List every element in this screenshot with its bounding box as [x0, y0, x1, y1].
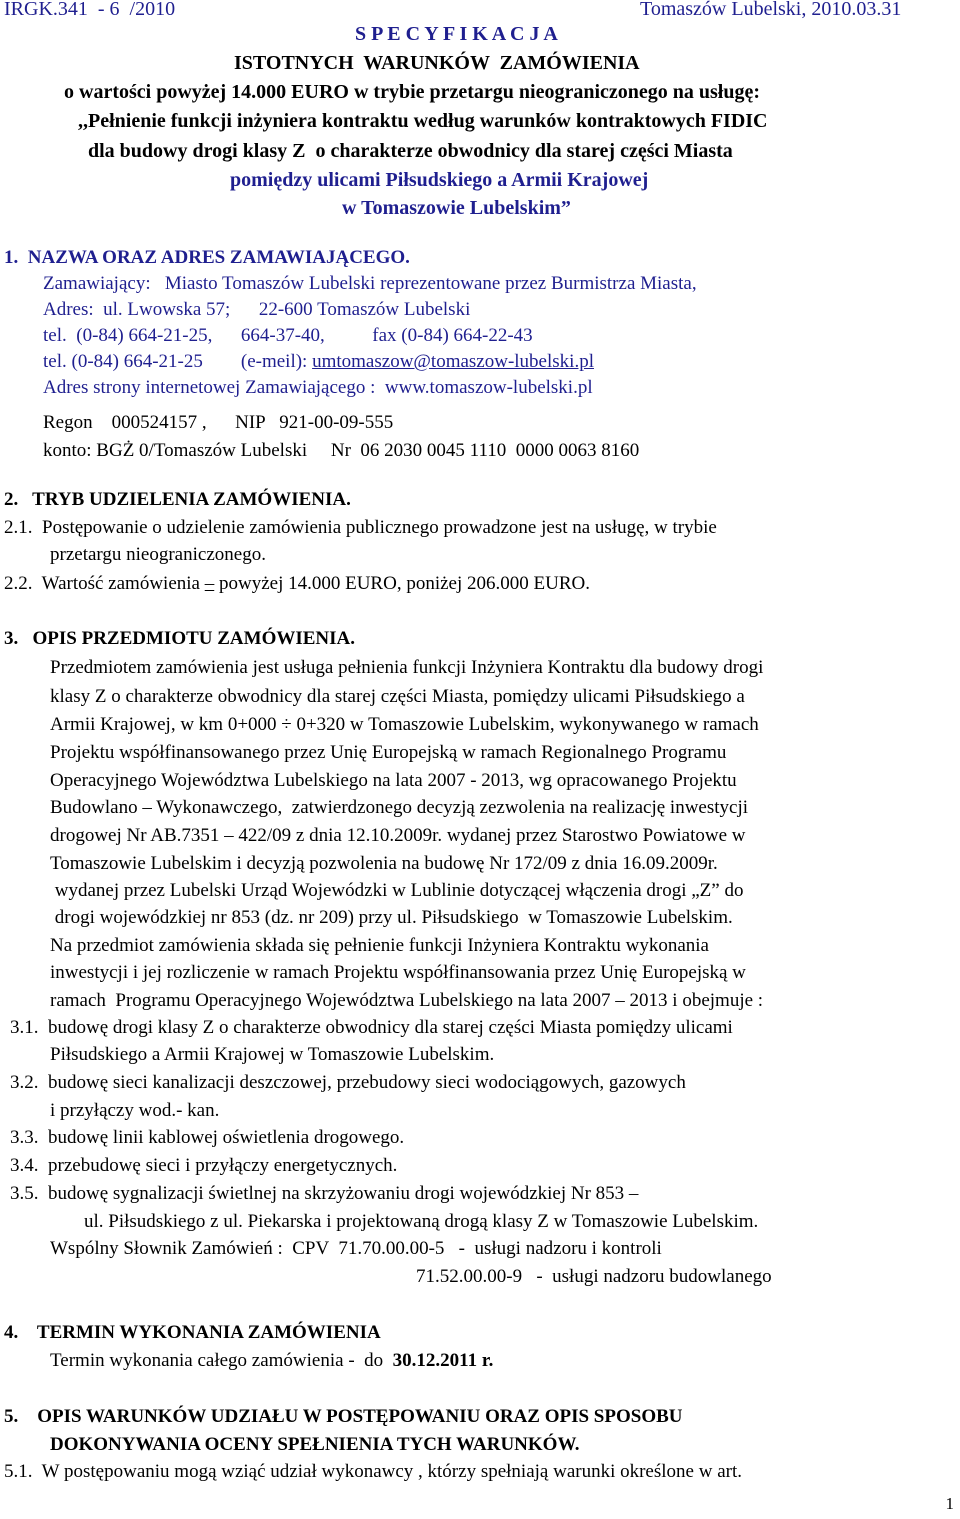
item-2-2-suffix: powyżej 14.000 EURO, poniżej 206.000 EURO. [214, 573, 590, 594]
item-2-1-cont: przetargu nieograniczonego. [50, 544, 266, 565]
item-2-2-prefix: 2.2. Wartość zamówienia [4, 573, 205, 594]
title-subject-line2: dla budowy drogi klasy Z o charakterze obwodnicy dla starej części Miasta [88, 140, 733, 162]
section-5-heading: 5. OPIS WARUNKÓW UDZIAŁU W POSTĘPOWANIU ORAZ OPIS SPOSOBU [4, 1406, 683, 1427]
title-value-line: o wartości powyżej 14.000 EURO w trybie przetargu nieograniczonego na usługę: [64, 81, 761, 103]
title-subject-line4: w Tomaszowie Lubelskim” [342, 197, 571, 219]
regon-nip: Regon 000524157 , NIP 921-00-09-555 [43, 412, 394, 433]
para-line-4: Projektu współfinansowanego przez Unię Europejską w ramach Regionalnego Programu [50, 742, 727, 763]
para-line-9: wydanej przez Lubelski Urząd Wojewódzki w Lublinie dotyczącej włączenia drogi „Z” do [50, 880, 744, 901]
para-line-8: Tomaszowie Lubelskim i decyzją pozwolenia na budowę Nr 172/09 z dnia 16.09.2009r. [50, 853, 718, 874]
item-2-1: 2.1. Postępowanie o udzielenie zamówienia publicznego prowadzone jest na usługę, w trybie [4, 517, 717, 538]
para-line-1: Przedmiotem zamówienia jest usługa pełnienia funkcji Inżyniera Kontraktu dla budowy drogi [50, 657, 764, 678]
section-5-heading-cont: DOKONYWANIA OCENY SPEŁNIENIA TYCH WARUNKÓW. [50, 1434, 580, 1455]
title-subject-line3: pomiędzy ulicami Piłsudskiego a Armii Krajowej [230, 169, 649, 191]
item-3-5: 3.5. budowę sygnalizacji świetlnej na skrzyżowaniu drogi wojewódzkiej Nr 853 – [10, 1183, 639, 1204]
section-1-heading: 1. NAZWA ORAZ ADRES ZAMAWIAJĄCEGO. [4, 247, 410, 268]
email-link[interactable]: umtomaszow@tomaszow-lubelski.pl [312, 351, 594, 372]
phone-fax: tel. (0-84) 664-21-25, 664-37-40, fax (0-84) 664-22-43 [43, 325, 533, 346]
bank-account: konto: BGŻ 0/Tomaszów Lubelski Nr 06 2030 0045 1110 0000 0063 8160 [43, 440, 640, 461]
item-3-3: 3.3. budowę linii kablowej oświetlenia drogowego. [10, 1127, 405, 1148]
phone-email-line [43, 350, 594, 374]
para-line-3: Armii Krajowej, w km 0+000 ÷ 0+320 w Tomaszowie Lubelskim, wykonywanego w ramach [50, 714, 759, 735]
item-3-1-cont: Piłsudskiego a Armii Krajowej w Tomaszowie Lubelskim. [50, 1044, 495, 1065]
item-3-4: 3.4. przebudowę sieci i przyłączy energetycznych. [10, 1155, 398, 1176]
para-line-12: inwestycji i jej rozliczenie w ramach Projektu współfinansowania przez Unię Europejską w [50, 962, 746, 983]
contracting-party: Zamawiający: Miasto Tomaszów Lubelski reprezentowane przez Burmistrza Miasta, [43, 273, 697, 294]
para-line-13: ramach Programu Operacyjnego Województwa Lubelskiego na lata 2007 – 2013 i obejmuje : [50, 990, 764, 1011]
para-line-2: klasy Z o charakterze obwodnicy dla starej części Miasta, pomiędzy ulicami Piłsudskiego a [50, 686, 745, 707]
item-5-1: 5.1. W postępowaniu mogą wziąć udział wykonawcy , którzy spełniają warunki określone w art. [4, 1461, 742, 1482]
item-3-2-cont: i przyłączy wod.- kan. [50, 1100, 220, 1121]
completion-deadline-date: 30.12.2011 r. [392, 1350, 494, 1371]
place-date: Tomaszów Lubelski, 2010.03.31 [640, 0, 902, 20]
title-essential-terms: ISTOTNYCH WARUNKÓW ZAMÓWIENIA [234, 52, 640, 74]
para-line-7: drogowej Nr AB.7351 – 422/09 z dnia 12.10.2009r. wydanej przez Starostwo Powiatowe w [50, 825, 746, 846]
item-3-1: 3.1. budowę drogi klasy Z o charakterze obwodnicy dla starej części Miasta pomiędzy ulicami [10, 1017, 733, 1038]
item-3-2: 3.2. budowę sieci kanalizacji deszczowej, przebudowy sieci wodociągowych, gazowych [10, 1072, 686, 1093]
cpv-line-1: Wspólny Słownik Zamówień : CPV 71.70.00.00-5 - usługi nadzoru i kontroli [50, 1238, 662, 1259]
para-line-6: Budowlano – Wykonawczego, zatwierdzonego decyzją zezwolenia na realizację inwestycji [50, 797, 749, 818]
section-2-heading: 2. TRYB UDZIELENIA ZAMÓWIENIA. [4, 489, 351, 510]
section-3-heading: 3. OPIS PRZEDMIOTU ZAMÓWIENIA. [4, 628, 355, 649]
item-2-2-dash: – [204, 573, 215, 594]
title-spec: S P E C Y F I K A C J A [355, 23, 558, 45]
title-subject-line1: ,,Pełnienie funkcji inżyniera kontraktu według warunków kontraktowych FIDIC [78, 110, 768, 132]
page-number: 1 [945, 1494, 954, 1513]
section-4-heading: 4. TERMIN WYKONANIA ZAMÓWIENIA [4, 1322, 381, 1343]
para-line-11: Na przedmiot zamówienia składa się pełnienie funkcji Inżyniera Kontraktu wykonania [50, 935, 709, 956]
cpv-line-2: 71.52.00.00-9 - usługi nadzoru budowlanego [416, 1266, 772, 1287]
reference-number: IRGK.341 - 6 /2010 [4, 0, 176, 20]
address: Adres: ul. Lwowska 57; 22-600 Tomaszów Lubelski [43, 299, 471, 320]
para-line-10: drogi wojewódzkiej nr 853 (dz. nr 209) przy ul. Piłsudskiego w Tomaszowie Lubelskim. [50, 907, 733, 928]
website-line: Adres strony internetowej Zamawiającego : www.tomaszow-lubelski.pl [43, 377, 593, 398]
phone-email-prefix: tel. (0-84) 664-21-25 (e-meil): [43, 351, 313, 372]
item-3-5-cont: ul. Piłsudskiego z ul. Piekarska i projektowaną drogą klasy Z w Tomaszowie Lubelskim. [84, 1211, 759, 1232]
item-2-2 [4, 572, 590, 596]
para-line-5: Operacyjnego Województwa Lubelskiego na lata 2007 - 2013, wg opracowanego Projektu [50, 770, 737, 791]
completion-deadline-label: Termin wykonania całego zamówienia - do [50, 1350, 393, 1371]
completion-deadline [50, 1349, 493, 1373]
